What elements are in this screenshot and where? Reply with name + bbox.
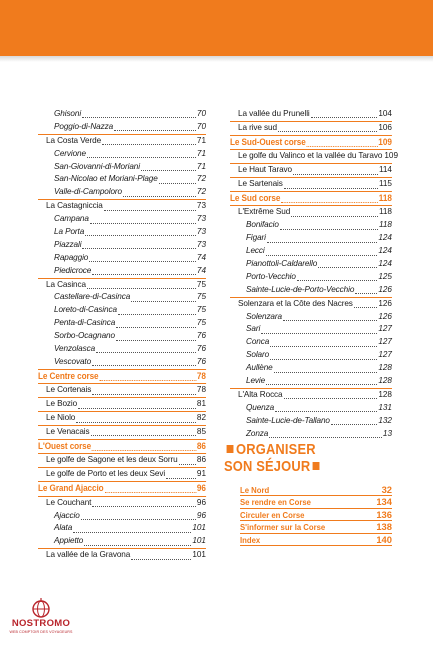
- toc-page-number: 71: [196, 161, 206, 171]
- toc-entry-row[interactable]: [230, 121, 392, 135]
- toc-page-number: 101: [192, 523, 206, 533]
- toc-entry-title: Le Sud corse: [230, 192, 281, 203]
- toc-page-number: 126: [378, 298, 392, 308]
- toc-entry-title: Quenza: [246, 402, 275, 412]
- toc-entry-title: Valle-di-Campoloro: [54, 187, 122, 197]
- toc-page-number: 86: [196, 455, 206, 465]
- toc-page-number: 96: [196, 510, 206, 520]
- toc-entry-row[interactable]: [38, 343, 206, 356]
- toc-entry-row[interactable]: [230, 150, 399, 163]
- toc-page-number: 127: [378, 324, 392, 334]
- toc-entry-row[interactable]: [230, 108, 392, 121]
- dot-leader: [318, 266, 377, 268]
- dot-leader: [99, 379, 196, 381]
- organiser-entry-row[interactable]: [240, 534, 392, 546]
- toc-entry-title: Solenzara: [246, 311, 282, 321]
- toc-entry-row[interactable]: [230, 428, 392, 441]
- dot-leader: [297, 279, 378, 281]
- organiser-entry-row[interactable]: [240, 484, 392, 496]
- dot-leader: [267, 241, 377, 243]
- toc-page-number: 73: [196, 239, 206, 249]
- dot-leader: [116, 339, 196, 341]
- toc-entry-title: Poggio-di-Nazza: [54, 121, 114, 131]
- dot-leader: [269, 436, 382, 438]
- organiser-list: [240, 484, 392, 546]
- organiser-title-line1: ORGANISER: [236, 441, 316, 458]
- toc-page-number: 115: [378, 179, 392, 189]
- toc-page-number: 70: [196, 121, 206, 131]
- toc-entry-row[interactable]: [38, 186, 206, 199]
- dot-leader: [311, 116, 378, 118]
- toc-page-number: 126: [378, 311, 392, 321]
- dot-leader: [76, 421, 196, 423]
- toc-entry-title: Piazzali: [54, 239, 82, 249]
- toc-entry-row[interactable]: [38, 497, 206, 510]
- dot-leader: [284, 397, 378, 399]
- toc-entry-title: Lecci: [246, 246, 265, 256]
- toc-entry-row[interactable]: [230, 362, 392, 375]
- toc-page-number: 71: [196, 148, 206, 158]
- toc-entry-row[interactable]: [38, 467, 206, 481]
- toc-page-number: 125: [378, 271, 392, 281]
- toc-page-number: 127: [378, 350, 392, 360]
- organiser-entry-row[interactable]: [240, 509, 392, 521]
- toc-entry-row[interactable]: [230, 402, 392, 415]
- toc-page-number: 96: [196, 497, 206, 507]
- dot-leader: [261, 332, 377, 334]
- toc-entry-title: Le Bozio: [46, 399, 78, 409]
- dot-leader: [82, 247, 195, 249]
- toc-page-number: 82: [196, 413, 206, 423]
- dot-leader: [179, 463, 196, 465]
- toc-entry-row[interactable]: [38, 265, 206, 278]
- toc-page-number: 71: [196, 135, 206, 145]
- dot-leader: [123, 195, 196, 197]
- toc-entry-row[interactable]: [38, 278, 206, 292]
- dot-leader: [141, 169, 196, 171]
- toc-entry-row[interactable]: [230, 415, 392, 428]
- organiser-page-number: 140: [376, 533, 392, 545]
- organiser-heading: [224, 441, 353, 475]
- toc-page-number: 124: [378, 259, 392, 269]
- toc-section-row[interactable]: [38, 481, 206, 497]
- toc-entry-title: Sainte-Lucie-de-Tallano: [246, 415, 330, 425]
- logo-tagline: WEB COMPTOIR DES VOYAGEURS: [9, 630, 73, 634]
- dot-leader: [87, 156, 196, 158]
- dot-leader: [91, 434, 196, 436]
- toc-page-number: 78: [196, 370, 206, 381]
- square-bullet-icon: [313, 462, 320, 470]
- toc-page-number: 75: [196, 292, 206, 302]
- toc-entry-title: L'Alta Rocca: [238, 389, 283, 399]
- dot-leader: [307, 145, 378, 147]
- toc-entry-title: Porto-Vecchio: [246, 271, 296, 281]
- toc-entry-title: Levie: [246, 376, 266, 386]
- toc-page-number: 132: [378, 415, 392, 425]
- toc-entry-title: Le Niolo: [46, 413, 76, 423]
- toc-entry-title: Loreto-di-Casinca: [54, 305, 117, 315]
- toc-page-number: 73: [196, 214, 206, 224]
- toc-entry-title: Vescovato: [54, 356, 92, 366]
- toc-entry-row[interactable]: [38, 161, 206, 174]
- toc-entry-row[interactable]: [38, 173, 206, 186]
- toc-page-number: 76: [196, 331, 206, 341]
- dot-leader: [270, 345, 377, 347]
- toc-entry-row[interactable]: [38, 291, 206, 304]
- toc-entry-title: La vallée du Prunelli: [238, 109, 310, 118]
- dot-leader: [92, 505, 196, 507]
- dot-leader: [92, 364, 196, 366]
- dot-leader: [354, 306, 378, 308]
- nostromo-logo: [4, 598, 78, 638]
- toc-entry-row[interactable]: [38, 330, 206, 343]
- toc-entry-row[interactable]: [38, 199, 206, 213]
- header-shadow: [0, 56, 433, 62]
- toc-page-number: 73: [196, 227, 206, 237]
- dot-leader: [92, 393, 196, 395]
- toc-page-number: 78: [196, 385, 206, 395]
- toc-entry-row[interactable]: [38, 226, 206, 239]
- dot-leader: [92, 273, 196, 275]
- toc-entry-row[interactable]: [230, 284, 392, 297]
- toc-entry-row[interactable]: [38, 108, 206, 121]
- toc-page-number: 131: [378, 402, 392, 412]
- toc-page-number: 96: [196, 483, 206, 494]
- toc-entry-title: Le Sud-Ouest corse: [230, 136, 306, 147]
- toc-page-number: 86: [196, 440, 206, 451]
- dot-leader: [90, 222, 196, 224]
- toc-entry-title: Ghisoni: [54, 109, 82, 118]
- toc-section-row[interactable]: [38, 439, 206, 455]
- organiser-page-number: 136: [376, 508, 392, 520]
- dot-leader: [331, 423, 377, 425]
- toc-entry-title: La vallée de la Gravona: [46, 550, 131, 560]
- dot-leader: [78, 407, 196, 409]
- toc-entry-title: Le golfe du Valinco et la vallée du Taravo: [238, 151, 383, 161]
- dot-leader: [104, 209, 196, 211]
- toc-entry-row[interactable]: [230, 388, 392, 402]
- dot-leader: [118, 313, 196, 315]
- toc-page-number: 75: [196, 305, 206, 315]
- toc-entry-row[interactable]: [38, 304, 206, 317]
- toc-entry-title: Le Venacais: [46, 426, 90, 436]
- toc-entry-row[interactable]: [230, 311, 392, 324]
- dot-leader: [266, 254, 378, 256]
- dot-leader: [84, 544, 191, 546]
- toc-column-left: [38, 108, 206, 562]
- organiser-title-line2: SON SÉJOUR: [224, 458, 311, 475]
- organiser-page-number: 134: [376, 496, 392, 508]
- toc-entry-row[interactable]: [230, 163, 392, 177]
- toc-entry-row[interactable]: [38, 411, 206, 425]
- toc-page-number: 85: [196, 426, 206, 436]
- toc-page-number: 128: [378, 363, 392, 373]
- toc-entry-title: La Porta: [54, 227, 85, 237]
- toc-entry-title: Sari: [246, 324, 261, 334]
- toc-entry-title: Cervione: [54, 148, 86, 158]
- toc-entry-title: L'Ouest corse: [38, 440, 92, 451]
- toc-entry-row[interactable]: [38, 510, 206, 523]
- dot-leader: [89, 260, 196, 262]
- toc-entry-row[interactable]: [38, 134, 206, 148]
- toc-page-number: 81: [196, 399, 206, 409]
- toc-entry-row[interactable]: [38, 356, 206, 369]
- toc-page-number: 91: [196, 469, 206, 479]
- dot-leader: [92, 449, 196, 451]
- toc-entry-title: Appietto: [54, 536, 84, 546]
- toc-entry-row[interactable]: [230, 245, 392, 258]
- toc-page-number: 13: [382, 428, 392, 438]
- toc-entry-row[interactable]: [38, 454, 206, 467]
- toc-entry-title: Le golfe de Sagone et les deux Sorru: [46, 455, 178, 465]
- toc-entry-title: Sainte-Lucie-de-Porto-Vecchio: [246, 284, 355, 294]
- organiser-page-number: 138: [376, 521, 392, 533]
- toc-page-number: 124: [378, 246, 392, 256]
- toc-page-number: 74: [196, 252, 206, 262]
- toc-section-row[interactable]: [230, 191, 392, 207]
- dot-leader: [102, 143, 196, 145]
- toc-section-row[interactable]: [38, 369, 206, 385]
- organiser-entry-title: Circuler en Corse: [240, 509, 305, 520]
- toc-entry-title: La Costa Verde: [46, 135, 102, 145]
- toc-entry-title: Le Cortenais: [46, 385, 92, 395]
- toc-entry-title: Penta-di-Casinca: [54, 318, 116, 328]
- dot-leader: [266, 383, 377, 385]
- dot-leader: [275, 410, 377, 412]
- dot-leader: [166, 477, 196, 479]
- toc-entry-row[interactable]: [230, 323, 392, 336]
- toc-entry-row[interactable]: [38, 548, 206, 562]
- toc-entry-title: Le Couchant: [46, 497, 92, 507]
- toc-entry-title: Le golfe de Porto et les deux Sevi: [46, 469, 166, 479]
- organiser-entry-row[interactable]: [240, 496, 392, 508]
- dot-leader: [270, 358, 377, 360]
- dot-leader: [274, 371, 378, 373]
- toc-entry-row[interactable]: [38, 317, 206, 330]
- toc-entry-row[interactable]: [230, 349, 392, 362]
- toc-page-number: 72: [196, 174, 206, 184]
- toc-page-number: 128: [378, 376, 392, 386]
- toc-entry-row[interactable]: [38, 252, 206, 265]
- dot-leader: [81, 518, 196, 520]
- toc-page-number: 75: [196, 279, 206, 289]
- toc-entry-title: Pianottoli-Caldarello: [246, 259, 318, 269]
- dot-leader: [116, 326, 196, 328]
- organiser-entry-title: Le Nord: [240, 485, 270, 495]
- toc-entry-title: Bonifacio: [246, 220, 279, 230]
- toc-page-number: 104: [378, 109, 392, 118]
- toc-entry-row[interactable]: [38, 239, 206, 252]
- toc-entry-title: Le Grand Ajaccio: [38, 483, 104, 494]
- toc-entry-row[interactable]: [38, 397, 206, 411]
- dot-leader: [96, 351, 196, 353]
- toc-entry-title: Le Haut Taravo: [238, 165, 292, 175]
- toc-entry-row[interactable]: [230, 206, 392, 219]
- toc-entry-title: Aullène: [246, 363, 273, 373]
- toc-entry-title: Conca: [246, 337, 270, 347]
- dot-leader: [114, 129, 196, 131]
- toc-entry-title: Alata: [54, 523, 73, 533]
- toc-entry-title: Sorbo-Ocagnano: [54, 331, 115, 341]
- toc-entry-title: Campana: [54, 214, 89, 224]
- toc-page-number: 72: [196, 187, 206, 197]
- dot-leader: [278, 130, 377, 132]
- toc-entry-row[interactable]: [38, 121, 206, 134]
- toc-entry-row[interactable]: [230, 297, 392, 311]
- toc-page-number: 118: [378, 192, 392, 203]
- organiser-page-number: 32: [381, 484, 392, 495]
- header-banner: [0, 0, 433, 56]
- toc-page-number: 101: [192, 536, 206, 546]
- toc-entry-row[interactable]: [230, 177, 392, 191]
- logo-name: NOSTROMO: [11, 618, 71, 629]
- dot-leader: [283, 319, 377, 321]
- toc-page-number: 109: [384, 151, 399, 161]
- toc-page-number: 76: [196, 356, 206, 366]
- dot-leader: [82, 116, 196, 118]
- toc-entry-row[interactable]: [230, 336, 392, 349]
- toc-entry-title: La rive sud: [238, 122, 277, 132]
- toc-page-number: 118: [378, 220, 392, 230]
- toc-page-number: 118: [378, 207, 392, 217]
- toc-page-number: 106: [378, 122, 392, 132]
- dot-leader: [284, 187, 378, 189]
- toc-page-number: 128: [378, 389, 392, 399]
- toc-page-number: 126: [378, 284, 392, 294]
- dot-leader: [87, 287, 196, 289]
- toc-entry-title: San-Nicolao et Moriani-Plage: [54, 174, 158, 184]
- dot-leader: [73, 531, 191, 533]
- toc-entry-title: Solaro: [246, 350, 270, 360]
- toc-entry-row[interactable]: [230, 232, 392, 245]
- organiser-entry-title: S'informer sur la Corse: [240, 522, 326, 533]
- dot-leader: [85, 234, 196, 236]
- toc-entry-row[interactable]: [38, 148, 206, 161]
- toc-page-number: 70: [196, 109, 206, 118]
- toc-page-number: 73: [196, 201, 206, 211]
- toc-page-number: 76: [196, 344, 206, 354]
- toc-page-number: 124: [378, 233, 392, 243]
- dot-leader: [131, 300, 196, 302]
- toc-page-number: 74: [196, 265, 206, 275]
- dot-leader: [355, 292, 377, 294]
- dot-leader: [104, 491, 195, 493]
- toc-entry-row[interactable]: [230, 271, 392, 284]
- toc-entry-title: Figari: [246, 233, 266, 243]
- organiser-entry-title: Index: [240, 534, 261, 545]
- toc-entry-row[interactable]: [230, 375, 392, 388]
- dot-leader: [159, 182, 196, 184]
- toc-entry-title: Zonza: [246, 428, 269, 438]
- toc-entry-title: La Casinca: [46, 279, 86, 289]
- toc-entry-title: La Castagniccia: [46, 201, 103, 211]
- dot-leader: [131, 558, 191, 560]
- toc-entry-row[interactable]: [38, 425, 206, 439]
- toc-entry-title: Rapaggio: [54, 252, 89, 262]
- dot-leader: [280, 228, 378, 230]
- toc-entry-row[interactable]: [230, 258, 392, 271]
- toc-page-number: 101: [192, 550, 206, 560]
- toc-entry-row[interactable]: [38, 384, 206, 397]
- toc-column-right: [230, 108, 399, 440]
- toc-entry-title: Le Centre corse: [38, 370, 99, 381]
- organiser-entry-title: Se rendre en Corse: [240, 497, 311, 508]
- dot-leader: [281, 201, 378, 203]
- organiser-entry-row[interactable]: [240, 521, 392, 533]
- toc-entry-title: Piedicroce: [54, 265, 92, 275]
- toc-page-number: 75: [196, 318, 206, 328]
- toc-entry-row[interactable]: [38, 213, 206, 226]
- toc-section-row[interactable]: [230, 135, 392, 151]
- square-bullet-icon: [227, 445, 234, 453]
- toc-entry-title: L'Extrême Sud: [238, 207, 291, 217]
- toc-entry-row[interactable]: [38, 535, 206, 548]
- toc-entry-title: Solenzara et la Côte des Nacres: [238, 298, 353, 308]
- toc-entry-title: San-Giovanni-di-Moriani: [54, 161, 140, 171]
- dot-leader: [293, 173, 378, 175]
- toc-entry-row[interactable]: [38, 522, 206, 535]
- toc-page-number: 114: [378, 165, 392, 175]
- toc-entry-title: Venzolasca: [54, 344, 96, 354]
- toc-entry-title: Ajaccio: [54, 510, 80, 520]
- globe-icon: [30, 598, 52, 618]
- toc-entry-row[interactable]: [230, 219, 392, 232]
- toc-entry-title: Le Sartenais: [238, 179, 283, 189]
- dot-leader: [291, 215, 378, 217]
- toc-entry-title: Castellare-di-Casinca: [54, 292, 131, 302]
- toc-page-number: 109: [378, 136, 392, 147]
- toc-page-number: 127: [378, 337, 392, 347]
